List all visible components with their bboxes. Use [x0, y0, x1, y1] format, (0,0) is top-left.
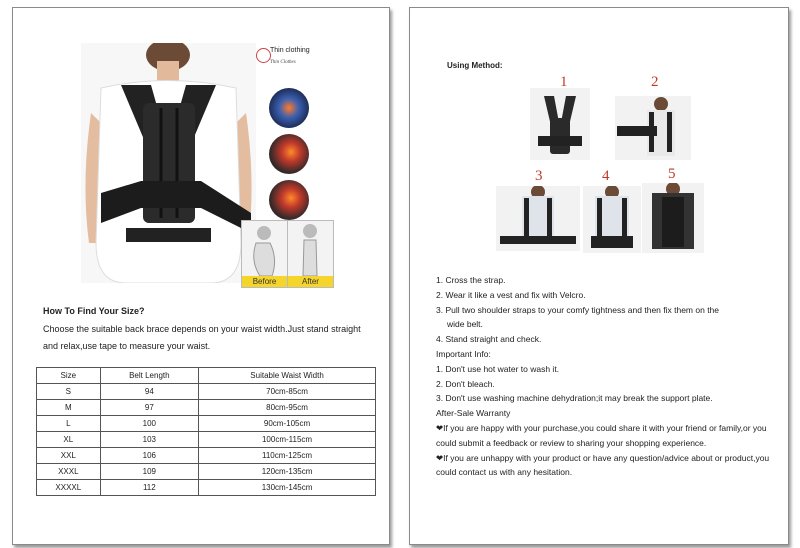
- size-instructions: Choose the suitable back brace depends on your waist width.Just stand straight and relax,use tape to measure your waist.: [43, 324, 361, 351]
- back-pain-image: [269, 180, 309, 220]
- step-number-4: 4: [602, 168, 610, 184]
- after-sale-paragraph-2: [436, 451, 776, 481]
- step-number-1: 1: [560, 74, 568, 90]
- cell-size: XXXL: [37, 464, 101, 480]
- instructions-text: [436, 273, 776, 480]
- step-number-2: 2: [651, 74, 659, 90]
- size-table-header: [37, 368, 376, 384]
- table-row: [37, 480, 376, 496]
- step-line-3-cont: wide belt.: [447, 319, 483, 330]
- before-after-images: [241, 220, 333, 286]
- cell-belt: 109: [100, 464, 198, 480]
- neck-pain-image: [269, 134, 309, 174]
- left-page: [12, 7, 390, 545]
- after-sale-heading: After-Sale Warranty: [436, 408, 511, 419]
- table-row: [37, 400, 376, 416]
- cell-size: XXXXL: [37, 480, 101, 496]
- cell-waist: 120cm-135cm: [199, 464, 376, 480]
- header-belt-length: Belt Length: [100, 368, 198, 384]
- table-row: [37, 464, 376, 480]
- after-label: After: [288, 276, 333, 287]
- cell-waist: 130cm-145cm: [199, 480, 376, 496]
- cell-waist: 110cm-125cm: [199, 448, 376, 464]
- table-row: [37, 384, 376, 400]
- step-1-image: [530, 88, 590, 160]
- cell-size: XL: [37, 432, 101, 448]
- step-3-image: [496, 186, 580, 251]
- important-line-1: 1. Don't use hot water to wash it.: [436, 363, 560, 374]
- cell-belt: 100: [100, 416, 198, 432]
- important-heading: Important Info:: [436, 348, 491, 359]
- cell-belt: 103: [100, 432, 198, 448]
- before-label: Before: [242, 276, 287, 287]
- logo-line-1: Thin clothing: [270, 47, 310, 54]
- heart-icon: ❤: [436, 452, 444, 463]
- cell-belt: 94: [100, 384, 198, 400]
- back-brace-photo: [81, 43, 256, 283]
- step-5-image: [642, 183, 704, 253]
- heart-icon: ❤: [436, 422, 444, 433]
- shoulder-pain-image: [269, 88, 309, 128]
- after-sale-text-2: If you are unhappy with your product or have any question/advice about or product,you could contact us with any hesitation.: [436, 452, 770, 478]
- cell-belt: 97: [100, 400, 198, 416]
- step-2-image: [615, 96, 691, 160]
- step-number-3: 3: [535, 168, 543, 184]
- cell-size: S: [37, 384, 101, 400]
- cell-waist: 90cm-105cm: [199, 416, 376, 432]
- cell-size: L: [37, 416, 101, 432]
- cell-belt: 106: [100, 448, 198, 464]
- using-method-heading: Using Method:: [447, 61, 503, 70]
- cell-waist: 100cm-115cm: [199, 432, 376, 448]
- table-row: [37, 432, 376, 448]
- step-4-image: [583, 186, 641, 253]
- pain-thumbnails: [269, 88, 315, 226]
- cell-waist: 70cm-85cm: [199, 384, 376, 400]
- step-line-3: 3. Pull two shoulder straps to your comfy tightness and then fix them on the: [436, 304, 720, 315]
- brand-logo: [253, 44, 315, 78]
- right-page: [409, 7, 789, 545]
- step-line-1: 1. Cross the strap.: [436, 275, 506, 285]
- logo-line-2: Thin Clothes: [270, 60, 296, 65]
- size-table: [36, 367, 376, 496]
- after-image: [287, 220, 334, 288]
- important-line-3: 3. Don't use washing machine dehydration;it may break the support plate.: [436, 393, 713, 404]
- cell-belt: 112: [100, 480, 198, 496]
- header-waist-width: Suitable Waist Width: [199, 368, 376, 384]
- step-number-5: 5: [668, 166, 676, 182]
- important-line-2: 2. Don't bleach.: [436, 378, 495, 389]
- cell-size: M: [37, 400, 101, 416]
- header-size: Size: [37, 368, 101, 384]
- step-line-4: 4. Stand straight and check.: [436, 334, 542, 345]
- size-heading: How To Find Your Size?: [43, 306, 145, 316]
- table-row: [37, 448, 376, 464]
- step-line-2: 2. Wear it like a vest and fix with Velcro.: [436, 289, 586, 300]
- cell-waist: 80cm-95cm: [199, 400, 376, 416]
- table-row: [37, 416, 376, 432]
- after-sale-text-1: If you are happy with your purchase,you could share it with your friend or family,or you could submit a feedback or review to sharing your shopping experience.: [436, 422, 767, 448]
- cell-size: XXL: [37, 448, 101, 464]
- before-image: [241, 220, 288, 288]
- after-sale-paragraph-1: [436, 421, 776, 451]
